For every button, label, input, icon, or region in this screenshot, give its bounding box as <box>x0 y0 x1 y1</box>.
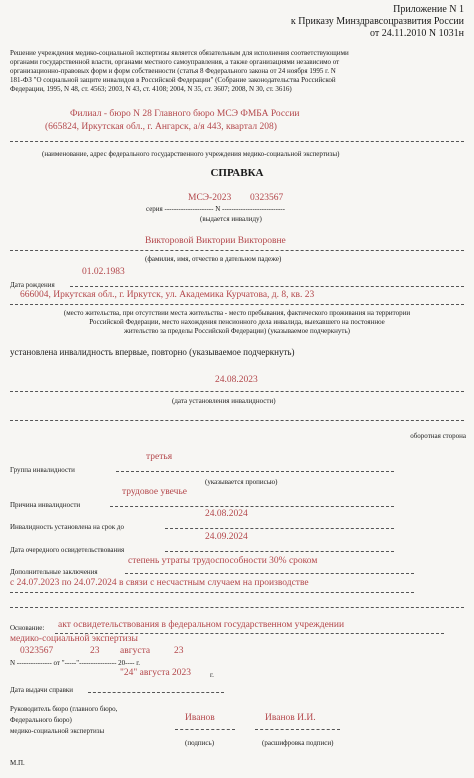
act-year: 23 <box>174 646 184 656</box>
head-label-2: Федерального бюро) <box>10 716 72 724</box>
cause-label: Причина инвалидности <box>10 501 81 509</box>
act-month: августа <box>120 646 151 656</box>
divider <box>10 592 414 593</box>
group-caption: (указывается прописью) <box>205 478 278 486</box>
signature-value: Иванов <box>185 713 215 723</box>
document-title: СПРАВКА <box>210 167 264 179</box>
divider <box>10 141 464 142</box>
established-date-caption: (дата установления инвалидности) <box>172 397 276 405</box>
extra-value: степень утраты трудоспособности 30% сроком <box>128 556 318 566</box>
name-caption: (фамилия, имя, отчество в дательном падеже) <box>145 255 282 263</box>
divider <box>165 551 394 552</box>
group-value: третья <box>146 452 173 462</box>
divider <box>165 528 394 529</box>
name-caption: (расшифровка подписи) <box>262 739 334 747</box>
institution-caption: (наименование, адрес федерального государственного учреждения медико-социальной экспертизы) <box>42 150 340 158</box>
divider <box>110 506 394 507</box>
issue-year-suffix: г. <box>210 671 214 679</box>
issue-date-label: Дата выдачи справки <box>10 686 74 694</box>
divider <box>10 420 464 421</box>
signature-line <box>175 729 235 730</box>
person-full-name: Викторовой Виктории Викторовне <box>145 236 286 246</box>
term-value: 24.08.2024 <box>205 509 248 519</box>
term-label: Инвалидность установлена на срок до <box>10 523 124 531</box>
extra-value-2: с 24.07.2023 по 24.07.2024 в связи с несчастным случаем на производстве <box>10 578 309 588</box>
divider <box>88 692 224 693</box>
act-day: 23 <box>90 646 100 656</box>
notice-line: организационно-правовых форм и форм собственности (статья 8 Федерального закона от 24 ноября 1995 г. N <box>10 67 336 75</box>
series-label: серия --------------------- N --------------------------- <box>146 205 285 213</box>
order-label: к Приказу Минздравсоцразвития России <box>290 16 464 27</box>
notice-line: 181-ФЗ "О социальной защите инвалидов в Российской Федерации" (Собрание законодательства Российской <box>10 76 336 84</box>
birth-date-label: Дата рождения <box>10 281 55 289</box>
basis-value-2: медико-социальной экспертизы <box>10 634 138 644</box>
signature-caption: (подпись) <box>185 739 215 747</box>
notice-line: Решение учреждения медико-социальной экспертизы является обязательным для исполнения соответствующими <box>10 49 349 57</box>
next-exam-value: 24.09.2024 <box>205 532 248 542</box>
reverse-side-label: оборотная сторона <box>410 432 466 440</box>
divider <box>10 607 464 608</box>
divider <box>116 471 394 472</box>
stamp-label: М.П. <box>10 759 25 767</box>
number-value: 0323567 <box>250 193 284 203</box>
birth-date-value: 01.02.1983 <box>82 267 125 277</box>
signature-name-value: Иванов И.И. <box>265 713 316 723</box>
head-label-1: Руководитель бюро (главного бюро, <box>10 705 118 713</box>
notice-line: органами государственной власти, органами местного самоуправления, а также организациями независимо от <box>10 58 340 66</box>
issued-caption: (выдается инвалиду) <box>200 215 262 223</box>
basis-value: акт освидетельствования в федеральном государственном учреждении <box>58 620 345 630</box>
institution-name: Филиал - бюро N 28 Главного бюро МСЭ ФМБА России <box>70 109 300 119</box>
basis-label: Основание: <box>10 624 45 632</box>
person-address: 666004, Иркутская обл., г. Иркутск, ул. Академика Курчатова, д. 8, кв. 23 <box>20 290 315 300</box>
act-number-line: N --------------- от "-----"---------------- 20---- г. <box>10 659 141 667</box>
divider <box>10 250 464 251</box>
head-label-3: медико-социальной экспертизы <box>10 727 105 735</box>
next-exam-label: Дата очередного освидетельствования <box>10 546 125 554</box>
issue-date-value: "24" августа 2023 <box>120 668 192 678</box>
divider <box>10 391 464 392</box>
address-caption-2: Российской Федерации, место нахождения пенсионного дела инвалида, выехавшего на постоянное <box>89 318 385 326</box>
extra-label: Дополнительные заключения <box>10 568 98 576</box>
institution-address: (665824, Иркутская обл., г. Ангарск, а/я 443, квартал 208) <box>45 122 277 132</box>
appendix-label: Приложение N 1 <box>393 4 464 15</box>
established-text: установлена инвалидность впервые, повторно (указываемое подчеркнуть) <box>10 347 295 357</box>
cause-value: трудовое увечье <box>122 487 187 497</box>
divider <box>10 304 464 305</box>
order-date: от 24.11.2010 N 1031н <box>370 28 464 39</box>
series-value: МСЭ-2023 <box>188 193 232 203</box>
act-number: 0323567 <box>20 646 54 656</box>
group-label: Группа инвалидности <box>10 466 75 474</box>
divider <box>70 286 464 287</box>
divider <box>125 573 414 574</box>
address-caption-3: жительство за пределы Российской Федерации) (указываемое подчеркнуть) <box>124 327 350 335</box>
established-date: 24.08.2023 <box>215 375 258 385</box>
address-caption-1: (место жительства, при отсутствии места жительства - место пребывания, фактического проживания на территории <box>63 309 411 317</box>
signature-name-line <box>255 729 340 730</box>
notice-line: Федерации, 1995, N 48, ст. 4563; 2003, N 43, ст. 4108; 2004, N 35, ст. 3607; 2008, N 30, ст. 3616) <box>10 85 292 93</box>
